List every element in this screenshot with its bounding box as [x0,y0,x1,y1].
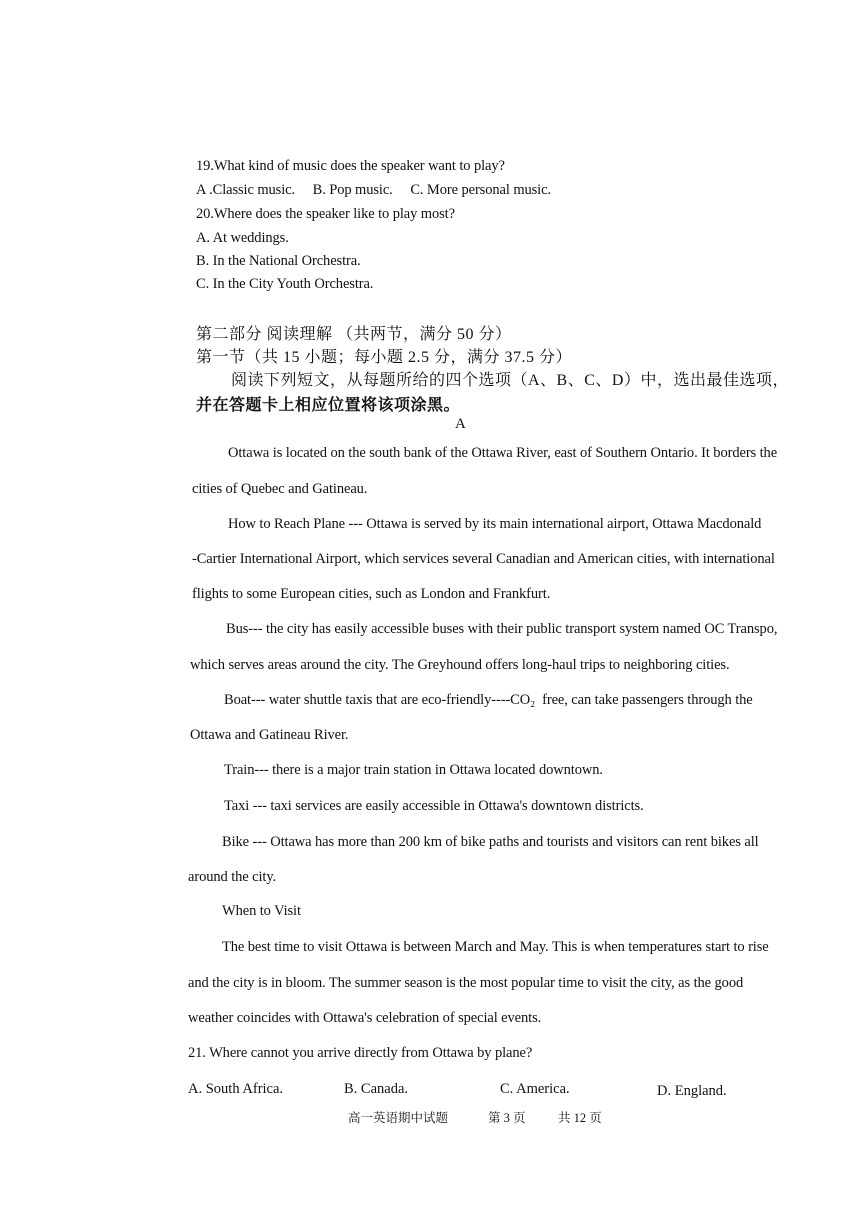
question-20: 20.Where does the speaker like to play most? [196,206,455,222]
question-20-option-a: A. At weddings. [196,230,289,246]
passage-line: which serves areas around the city. The Greyhound offers long-haul trips to neighboring cities. [190,657,730,673]
passage-line: Bus--- the city has easily accessible buses with their public transport system named OC Transpo, [226,621,778,637]
passage-line: around the city. [188,869,277,885]
passage-subheading: When to Visit [222,903,301,919]
part-title: 第二部分 阅读理解 （共两节，满分 50 分） [196,326,512,343]
passage-line: The best time to visit Ottawa is between March and May. This is when temperatures start to rise [222,939,769,955]
passage-line: weather coincides with Ottawa's celebration of special events. [188,1010,542,1026]
question-21-option-c: C. America. [500,1081,570,1097]
passage-line: cities of Quebec and Gatineau. [192,481,368,497]
instruction-line-1: 阅读下列短文，从每题所给的四个选项（A、B、C、D）中，选出最佳选项， [231,372,789,389]
question-20-option-b: B. In the National Orchestra. [196,253,361,269]
passage-label: A [455,416,466,432]
section-title: 第一节（共 15 小题；每小题 2.5 分，满分 37.5 分） [196,349,573,366]
instruction-line-2: 并在答题卡上相应位置将该项涂黑。 [196,397,461,414]
footer-exam-title: 高一英语期中试题 [348,1111,449,1125]
question-21: 21. Where cannot you arrive directly from Ottawa by plane? [188,1045,533,1061]
question-19-options: A .Classic music. B. Pop music. C. More personal music. [196,182,551,198]
question-21-option-a: A. South Africa. [188,1081,284,1097]
passage-line: flights to some European cities, such as London and Frankfurt. [192,586,551,602]
passage-line: How to Reach Plane --- Ottawa is served by its main international airport, Ottawa Macdonald [228,516,762,532]
passage-line: -Cartier International Airport, which services several Canadian and American cities, with international [192,551,775,567]
footer-page-number: 第 3 页 [488,1111,526,1125]
question-21-option-b: B. Canada. [344,1081,409,1097]
footer-total-pages: 共 12 页 [558,1111,602,1125]
question-20-option-c: C. In the City Youth Orchestra. [196,276,374,292]
passage-line: Bike --- Ottawa has more than 200 km of bike paths and tourists and visitors can rent bikes all [222,834,759,850]
passage-line: Boat--- water shuttle taxis that are eco-friendly----CO₂ free, can take passengers through the [224,692,753,708]
passage-line: Train--- there is a major train station in Ottawa located downtown. [224,762,603,778]
question-19: 19.What kind of music does the speaker want to play? [196,158,505,174]
question-21-option-d: D. England. [657,1083,727,1099]
passage-line: Ottawa and Gatineau River. [190,727,349,743]
passage-line: and the city is in bloom. The summer season is the most popular time to visit the city, as the good [188,975,744,991]
passage-line: Ottawa is located on the south bank of the Ottawa River, east of Southern Ontario. It borders the [228,445,778,461]
passage-line: Taxi --- taxi services are easily accessible in Ottawa's downtown districts. [224,798,644,814]
